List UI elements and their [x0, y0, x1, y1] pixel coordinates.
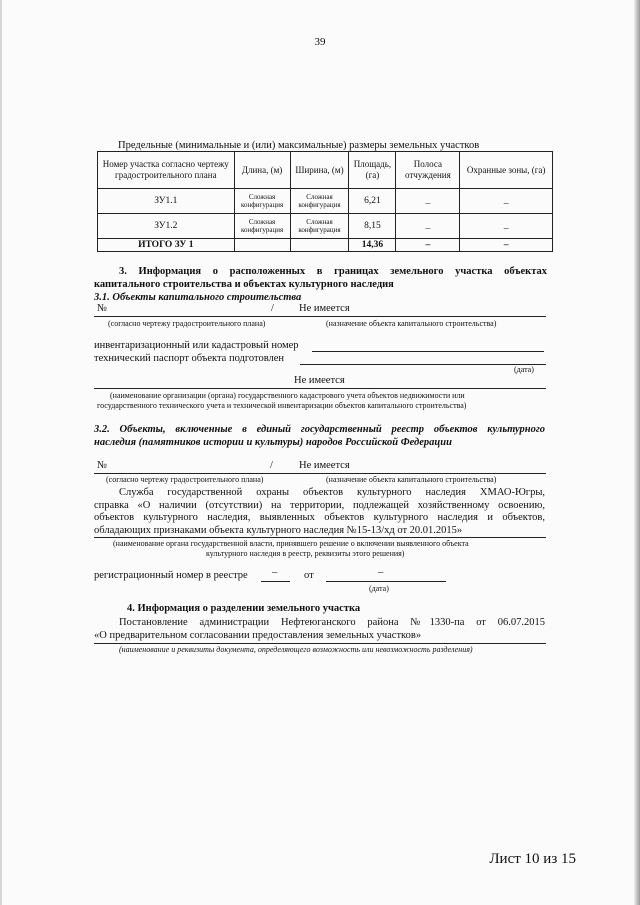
heritage-slash: / — [270, 460, 273, 471]
section3-heading-line1: 3. Информация о расположенных в границах земельного участка объектах — [119, 266, 547, 277]
table-caption: Предельные (минимальные и (или) максимальные) размеры земельных участков — [118, 140, 480, 151]
header-plot-no: Номер участка согласно чертежу градостроительного плана — [98, 152, 235, 189]
object-slash: / — [271, 303, 274, 314]
table-total-row — [98, 239, 553, 252]
date-caption: (дата) — [514, 365, 534, 374]
total-zones: – — [460, 239, 553, 252]
service-line-3: объектов культурного наследия, выявленных объектов культурного наследия и объектов, — [94, 512, 545, 523]
registry-date-dash: – — [378, 567, 384, 578]
heritage-plan-caption: (согласно чертежу градостроительного плана) — [106, 475, 264, 484]
sheet-footer: Лист 10 из 15 — [489, 851, 576, 867]
section31-subheading: 3.1. Объекты капитального строительства — [94, 292, 302, 303]
object-none-value: Не имеется — [299, 303, 350, 314]
registry-date-underline — [326, 581, 446, 582]
cell-strip: _ — [396, 189, 460, 214]
total-strip: – — [396, 239, 460, 252]
service-line-2: справка «О наличии (отсутствии) на территории, подлежащей хозяйственному освоению, — [94, 499, 545, 511]
heritage-purpose-caption: (назначение объекта капитального строительства) — [326, 475, 497, 484]
cell-width: Сложная конфигурация — [290, 214, 349, 239]
header-length: Длина, (м) — [234, 152, 290, 189]
inventory-label: инвентаризационный или кадастровый номер — [94, 340, 299, 351]
cell-length: Сложная конфигурация — [234, 214, 290, 239]
registry-number-dash: – — [272, 567, 278, 578]
registry-from-label: от — [304, 570, 314, 581]
organization-caption-line1: (наименование организации (органа) государственного кадастрового учета объектов недвижимости или — [110, 391, 465, 400]
object-no-label: № — [97, 303, 108, 314]
total-area: 14,36 — [349, 239, 396, 252]
organization-caption-line2: государственного технического учета и технической инвентаризации объектов капитального строительства) — [97, 401, 467, 410]
section4-caption: (наименование и реквизиты документа, определяющего возможность или невозможность разделения) — [119, 645, 473, 654]
cell-width: Сложная конфигурация — [290, 189, 349, 214]
section32-heading-line1: 3.2. Объекты, включенные в единый государственный реестр объектов культурного — [94, 424, 545, 435]
header-width: Ширина, (м) — [290, 152, 349, 189]
page-number: 39 — [314, 36, 326, 48]
header-strip: Полоса отчуждения — [396, 152, 460, 189]
scan-edge-right — [634, 0, 640, 905]
purpose-caption: (назначение объекта капитального строительства) — [326, 319, 497, 328]
total-empty-length — [234, 239, 290, 252]
section32-heading-line2: наследия (памятников истории и культуры) народов Российской Федерации — [94, 437, 452, 448]
section4-line1: Постановление администрации Нефтеюганского района №1330-па от 06.07.2015 — [119, 617, 545, 628]
header-area: Площадь, (га) — [349, 152, 396, 189]
scan-edge-left — [0, 0, 2, 905]
heritage-none-value: Не имеется — [299, 460, 350, 471]
cell-zones: _ — [460, 214, 553, 239]
section4-heading: 4. Информация о разделении земельного участка — [127, 603, 361, 614]
table-row — [98, 189, 553, 214]
service-line-4: обладающих признаками объекта культурного наследия №15-13/хд от 20.01.2015» — [94, 524, 463, 536]
service-underline — [94, 537, 546, 538]
cell-area: 8,15 — [349, 214, 396, 239]
organ-caption-line2: культурного наследия в реестр, реквизиты этого решения) — [206, 549, 405, 558]
section3-heading-line2: капитального строительства и объектах культурного наследия — [94, 279, 394, 290]
section4-underline — [94, 643, 546, 644]
plot-size-table — [97, 151, 553, 252]
registry-date-caption: (дата) — [369, 584, 389, 593]
cell-length: Сложная конфигурация — [234, 189, 290, 214]
cell-strip: _ — [396, 214, 460, 239]
plan-caption: (согласно чертежу градостроительного плана) — [108, 319, 266, 328]
organ-caption-line1: (наименование органа государственной власти, принявшего решение о включении выявленного объекта — [113, 539, 469, 548]
total-label: ИТОГО ЗУ 1 — [98, 239, 235, 252]
passport-underline — [300, 364, 546, 365]
heritage-underline — [94, 473, 546, 474]
organization-underline — [94, 388, 546, 389]
header-zones: Охранные зоны, (га) — [460, 152, 553, 189]
table-row — [98, 214, 553, 239]
registry-number-label: регистрационный номер в реестре — [94, 570, 248, 581]
table-header-row — [98, 152, 553, 189]
heritage-no-label: № — [97, 460, 108, 471]
section4-line2: «О предварительном согласовании предоставления земельных участков» — [94, 630, 422, 641]
object-underline — [94, 316, 546, 317]
total-empty-width — [290, 239, 349, 252]
cell-zones: _ — [460, 189, 553, 214]
organization-none-value: Не имеется — [294, 375, 345, 386]
inventory-underline — [312, 351, 544, 352]
cell-plot: ЗУ1.2 — [98, 214, 235, 239]
passport-label: технический паспорт объекта подготовлен — [94, 353, 285, 364]
service-line-1: Служба государственной охраны объектов культурного наследия ХМАО-Югры, — [119, 487, 545, 498]
cell-area: 6,21 — [349, 189, 396, 214]
cell-plot: ЗУ1.1 — [98, 189, 235, 214]
registry-number-underline — [261, 581, 290, 582]
